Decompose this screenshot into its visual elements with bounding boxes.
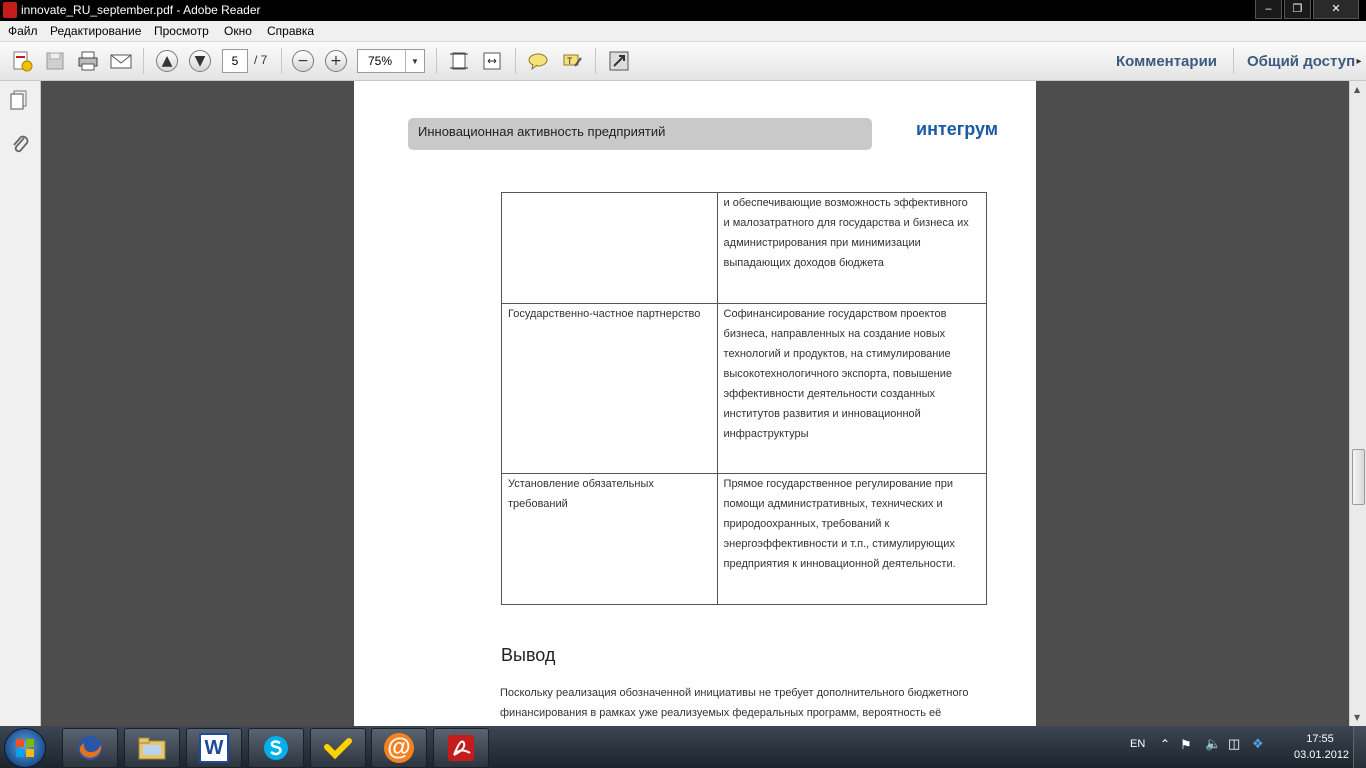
envelope-icon: [109, 50, 133, 72]
document-viewport[interactable]: [41, 81, 1349, 726]
pages-panel-button[interactable]: [9, 89, 31, 115]
cell-line: эффективности деятельности созданных: [723, 388, 936, 400]
folder-icon: [136, 734, 168, 762]
language-indicator[interactable]: EN: [1130, 738, 1146, 750]
table-cell-right: [717, 474, 986, 605]
paperclip-icon: [9, 133, 31, 155]
table-row: [502, 474, 987, 605]
word-icon: W: [199, 733, 229, 763]
attachments-panel-button[interactable]: [9, 133, 31, 159]
cell-line: инфраструктуры: [723, 428, 809, 440]
window-title: innovate_RU_september.pdf - Adobe Reader: [21, 3, 261, 17]
print-icon: [77, 50, 99, 72]
minimize-button[interactable]: ‒: [1255, 0, 1282, 19]
table-row: [502, 193, 987, 304]
taskbar-firefox[interactable]: [62, 728, 118, 768]
zoom-value: 75%: [368, 54, 393, 68]
start-button[interactable]: [4, 728, 46, 768]
page-total: / 7: [254, 53, 268, 67]
table-cell-left: [502, 304, 718, 474]
cell-line: выпадающих доходов бюджета: [723, 257, 884, 269]
highlighter-icon: [561, 50, 583, 72]
vertical-scrollbar[interactable]: [1349, 81, 1366, 726]
table-row: [502, 304, 987, 474]
fit-page-button[interactable]: [447, 50, 471, 72]
cell-line: требований: [508, 498, 568, 510]
at-sign-icon: @: [384, 733, 414, 763]
comments-link[interactable]: Комментарии: [1116, 53, 1218, 70]
save-icon: [44, 50, 66, 72]
scroll-up-icon[interactable]: ▲: [1354, 85, 1361, 94]
integrum-logo: интегрум: [916, 119, 999, 139]
body-paragraph: [500, 683, 1000, 723]
zoom-in-button[interactable]: [324, 50, 348, 72]
speech-bubble-icon: [527, 50, 549, 72]
cell-line: и обеспечивающие возможность эффективного: [723, 197, 968, 209]
page-header-bar: [408, 118, 872, 150]
pages-icon: [9, 89, 31, 111]
print-button[interactable]: [76, 50, 100, 72]
page-number-input[interactable]: 5: [222, 49, 248, 73]
taskbar-adobe-reader[interactable]: [433, 728, 489, 768]
cell-line: Государственно-частное партнерство: [508, 308, 701, 320]
previous-page-button[interactable]: [155, 50, 179, 72]
cell-line: Прямое государственное регулирование при: [723, 478, 953, 490]
section-heading: Вывод: [501, 645, 556, 665]
cell-line: энергоэффективности и т.п., стимулирующих: [723, 538, 955, 550]
expand-icon: [608, 50, 630, 72]
chevron-down-icon[interactable]: ▼: [405, 50, 424, 72]
menu-window[interactable]: Окно: [224, 24, 252, 38]
highlight-button[interactable]: [560, 50, 584, 72]
arrow-down-icon: ▼: [189, 50, 211, 72]
volume-icon[interactable]: 🔈: [1205, 736, 1222, 751]
action-center-icon[interactable]: ⚑: [1180, 737, 1192, 752]
cell-line: институтов развития и инновационной: [723, 408, 921, 420]
taskbar: [0, 726, 1366, 768]
paragraph-line: финансирования в рамках уже реализуемых федеральных программ, вероятность её: [500, 707, 942, 719]
taskbar-mail-agent[interactable]: [371, 728, 427, 768]
table-cell-right: [717, 304, 986, 474]
email-button[interactable]: [108, 50, 134, 72]
measures-table: [501, 192, 987, 605]
table-cell-left: [502, 474, 718, 605]
plus-icon: +: [325, 50, 347, 72]
fit-width-icon: [481, 50, 503, 72]
menu-edit[interactable]: Редактирование: [50, 24, 142, 38]
cell-line: природоохранных, требований к: [723, 518, 890, 530]
show-hidden-icons-icon[interactable]: ⌃: [1160, 737, 1171, 751]
toolbar-overflow-icon[interactable]: ▸: [1356, 55, 1362, 67]
firefox-icon: [75, 733, 105, 763]
cell-line: бизнеса, направленных на создание новых: [723, 328, 946, 340]
adobe-reader-icon: [3, 2, 17, 18]
system-clock[interactable]: [1294, 731, 1350, 763]
navigation-panel: [0, 81, 41, 726]
share-link[interactable]: Общий доступ: [1247, 53, 1356, 70]
save-button[interactable]: [43, 50, 67, 72]
scroll-down-icon[interactable]: ▼: [1354, 713, 1361, 722]
close-button[interactable]: ✕: [1313, 0, 1359, 19]
checkmark-icon: [323, 735, 353, 761]
cell-line: администрирования при минимизации: [723, 237, 921, 249]
cell-line: и малозатратного для государства и бизнеса их: [723, 217, 969, 229]
dropbox-icon[interactable]: ❖: [1252, 736, 1264, 751]
arrow-up-icon: ▲: [156, 50, 178, 72]
cell-line: помощи административных, технических и: [723, 498, 943, 510]
taskbar-skype[interactable]: [248, 728, 304, 768]
maximize-button[interactable]: ❐: [1284, 0, 1311, 19]
menu-bar: [0, 21, 1366, 42]
menu-help[interactable]: Справка: [267, 24, 315, 38]
minus-icon: −: [292, 50, 314, 72]
pdf-page: [354, 81, 1036, 726]
fit-width-button[interactable]: [480, 50, 504, 72]
next-page-button[interactable]: [188, 50, 212, 72]
network-icon[interactable]: ◫: [1228, 736, 1241, 751]
title-bar: [0, 0, 1366, 21]
table-cell-right: [717, 193, 986, 304]
menu-file[interactable]: Файл: [8, 24, 38, 38]
windows-logo-icon: [14, 737, 36, 759]
window-controls: [1255, 0, 1359, 19]
svg-text:T: T: [567, 56, 573, 66]
scrollbar-thumb[interactable]: [1352, 449, 1365, 505]
paragraph-line: Поскольку реализация обозначенной инициативы не требует дополнительного бюджетного: [500, 687, 969, 699]
cell-line: предприятия к инновационной деятельности.: [723, 558, 956, 570]
adobe-reader-icon: [446, 733, 476, 763]
taskbar-word[interactable]: [186, 728, 242, 768]
taskbar-beeline[interactable]: [310, 728, 366, 768]
cell-line: технологий и продуктов, на стимулирование: [723, 348, 951, 360]
cell-line: высокотехнологичного экспорта, повышение: [723, 368, 953, 380]
add-comment-button[interactable]: [526, 50, 550, 72]
show-desktop-button[interactable]: [1353, 726, 1366, 768]
page-header-title: Инновационная активность предприятий: [418, 124, 666, 139]
table-cell-left: [502, 193, 718, 304]
cell-line: Софинансирование государством проектов: [723, 308, 947, 320]
clock-time: 17:55: [1306, 733, 1334, 745]
zoom-select[interactable]: [357, 49, 425, 73]
create-pdf-icon: [11, 50, 33, 72]
full-screen-button[interactable]: [607, 50, 631, 72]
cell-line: Установление обязательных: [508, 478, 654, 490]
clock-date: 03.01.2012: [1294, 749, 1350, 761]
skype-icon: [261, 733, 291, 763]
zoom-out-button[interactable]: [291, 50, 315, 72]
taskbar-explorer[interactable]: [124, 728, 180, 768]
menu-view[interactable]: Просмотр: [154, 24, 209, 38]
fit-page-icon: [448, 50, 470, 72]
create-pdf-button[interactable]: [10, 50, 34, 72]
